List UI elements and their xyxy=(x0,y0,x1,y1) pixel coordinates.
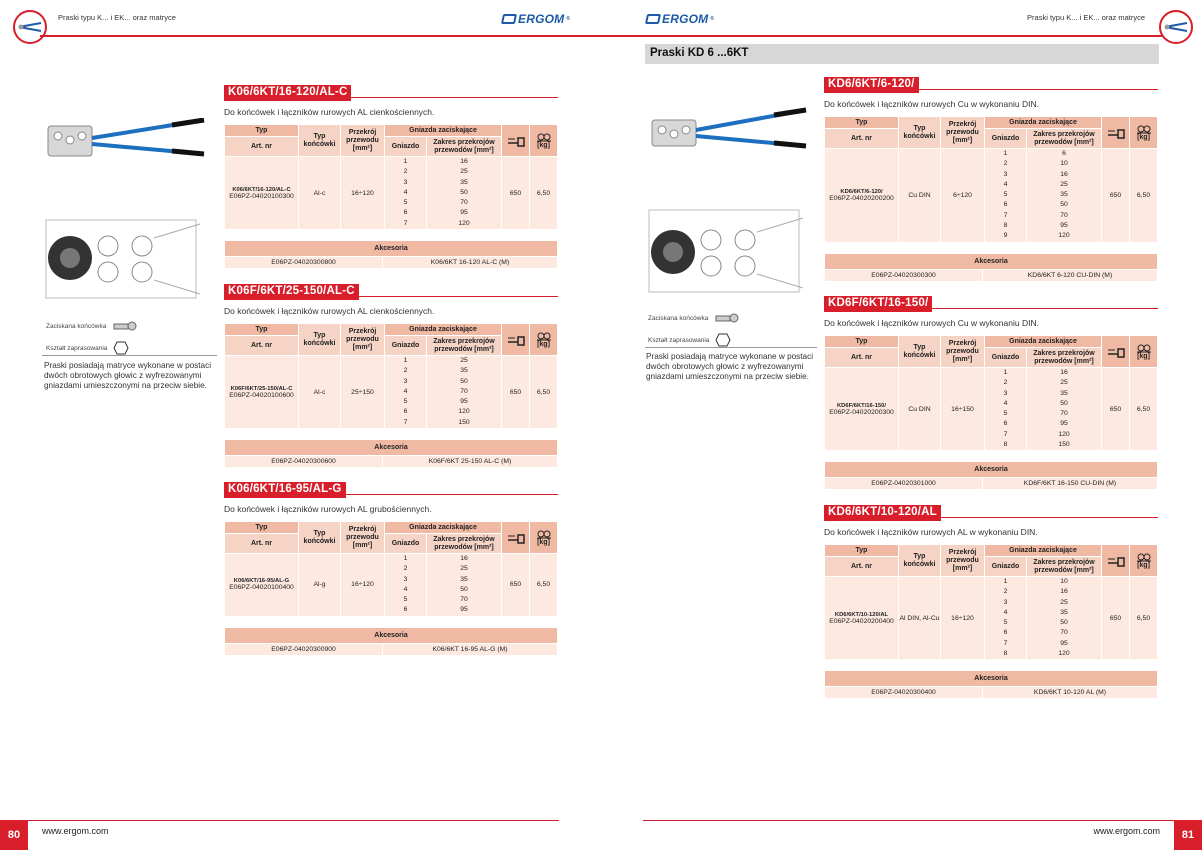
header-title: Praski typu K... i EK... oraz matryce xyxy=(58,13,176,22)
th-range: Zakres przekrojów przewodów [mm²] xyxy=(1027,557,1102,577)
list-value: 6 xyxy=(1062,150,1066,157)
hexagon-shape-icon xyxy=(715,333,731,347)
accessory-name: KD6/6KT 10-120 AL (M) xyxy=(983,687,1158,699)
cell-section: 16÷150 xyxy=(941,368,985,451)
th-sockets-group: Gniazda zaciskające xyxy=(385,125,502,137)
accessories-table xyxy=(824,253,1158,282)
list-value: 50 xyxy=(460,377,468,385)
crimp-shape-label: Kształt zaprasowania xyxy=(46,341,129,355)
list-value: 1 xyxy=(1003,578,1008,585)
weight-icon xyxy=(1137,552,1151,562)
product-subtitle: Do końcówek i łączników rurowych AL cienkościennych. xyxy=(224,107,435,117)
th-socket: Gniazdo xyxy=(385,336,427,356)
length-icon xyxy=(507,135,525,147)
list-value: 120 xyxy=(1058,430,1070,438)
th-section: Przekrój przewodu [mm²] xyxy=(341,125,385,157)
list-value: 3 xyxy=(1003,170,1008,178)
th-sockets-group: Gniazda zaciskające xyxy=(385,324,502,336)
list-value: 50 xyxy=(460,585,468,593)
length-icon xyxy=(1107,555,1125,567)
spec-table xyxy=(224,323,558,429)
list-value: 8 xyxy=(1003,441,1008,449)
th-length xyxy=(1102,545,1130,577)
list-value: 6 xyxy=(403,209,408,217)
list-value: 1 xyxy=(403,158,408,165)
list-value: 2 xyxy=(403,168,408,176)
product-title: KD6/6KT/10-120/AL xyxy=(824,505,941,521)
die-head-illustration xyxy=(647,200,807,300)
list-value: 1 xyxy=(1003,150,1008,157)
list-value: 95 xyxy=(1060,639,1068,647)
list-value: 25 xyxy=(460,168,468,176)
cell-sockets xyxy=(385,157,427,230)
cell-weight: 6,50 xyxy=(530,157,558,230)
accessory-code: E06PZ-04020300900 xyxy=(225,643,383,655)
cell-section: 25÷150 xyxy=(341,356,385,429)
th-terminal: Typ końcówki xyxy=(899,545,941,577)
cell-weight: 6,50 xyxy=(1130,577,1158,660)
product-block xyxy=(824,502,1158,699)
cable-lug-icon xyxy=(714,313,740,323)
product-title: K06/6KT/16-120/AL-C xyxy=(224,85,351,101)
th-range: Zakres przekrojów przewodów [mm²] xyxy=(427,534,502,554)
cell-length: 650 xyxy=(502,356,530,429)
list-value: 120 xyxy=(458,408,470,416)
cell-ranges xyxy=(1027,149,1102,243)
cell-terminal: Cu DIN xyxy=(899,368,941,451)
crimper-tool-icon xyxy=(13,10,47,44)
list-value: 3 xyxy=(403,377,408,385)
product-block xyxy=(224,82,558,269)
cable-lug-icon xyxy=(112,321,138,331)
cell-section: 16÷120 xyxy=(341,554,385,617)
die-head-illustration xyxy=(44,210,204,306)
list-value: 6 xyxy=(403,606,408,614)
hexagon-shape-icon xyxy=(113,341,129,355)
th-terminal: Typ końcówki xyxy=(299,324,341,356)
list-value: 8 xyxy=(1003,222,1008,230)
list-value: 4 xyxy=(403,585,408,593)
th-weight: [kg] xyxy=(1130,336,1158,368)
cell-section: 16÷120 xyxy=(941,577,985,660)
cell-terminal: Al-c xyxy=(299,157,341,230)
die-description: Praski posiadają matryce wykonane w postaci dwóch obrotowych głowic z wyfrezowanymi gniazdami umieszczonymi na przeciw siebie. xyxy=(44,361,212,390)
th-length xyxy=(502,125,530,157)
th-terminal: Typ końcówki xyxy=(299,125,341,157)
list-value: 95 xyxy=(1060,222,1068,230)
cell-length: 650 xyxy=(1102,368,1130,451)
cell-type-artnr: KD6F/6KT/16-150/ E06PZ-04020200300 xyxy=(825,368,899,451)
list-value: 6 xyxy=(403,408,408,416)
accessories-header: Akcesoria xyxy=(225,627,558,643)
side-divider xyxy=(645,347,817,348)
product-block xyxy=(224,281,558,468)
product-title: K06/6KT/16-95/AL-G xyxy=(224,482,346,498)
cell-length: 650 xyxy=(502,554,530,617)
spec-table xyxy=(824,335,1158,451)
length-icon xyxy=(1107,346,1125,358)
ergom-logo: ERGOM ® xyxy=(502,12,570,26)
th-weight: [kg] xyxy=(530,125,558,157)
spec-table xyxy=(224,521,558,617)
list-value: 5 xyxy=(403,596,408,604)
list-value: 35 xyxy=(1060,191,1068,199)
list-value: 7 xyxy=(403,219,408,227)
cell-length: 650 xyxy=(1102,577,1130,660)
product-block xyxy=(824,293,1158,490)
th-typ: Typ xyxy=(225,125,299,137)
list-value: 35 xyxy=(460,367,468,375)
weight-icon xyxy=(1137,124,1151,134)
crimped-terminal-label: Zaciskana końcówka xyxy=(648,313,740,323)
list-value: 7 xyxy=(1003,211,1008,219)
list-value: 35 xyxy=(460,575,468,583)
cell-sockets xyxy=(385,554,427,617)
list-value: 5 xyxy=(1003,619,1008,627)
accessory-name: K06F/6KT 25-150 AL-C (M) xyxy=(383,456,558,468)
list-value: 95 xyxy=(1060,420,1068,428)
list-value: 3 xyxy=(1003,389,1008,397)
header-divider xyxy=(40,35,601,37)
weight-icon xyxy=(537,331,551,341)
th-section: Przekrój przewodu [mm²] xyxy=(941,336,985,368)
list-value: 2 xyxy=(1003,588,1008,596)
th-art-nr: Art. nr xyxy=(225,534,299,554)
cell-terminal: Al DIN, Al-Cu xyxy=(899,577,941,660)
th-sockets-group: Gniazda zaciskające xyxy=(985,117,1102,129)
th-range: Zakres przekrojów przewodów [mm²] xyxy=(427,137,502,157)
list-value: 10 xyxy=(1060,578,1068,585)
list-value: 150 xyxy=(1058,441,1070,449)
accessories-table xyxy=(824,461,1158,490)
th-typ: Typ xyxy=(225,324,299,336)
th-socket: Gniazdo xyxy=(385,137,427,157)
footer-divider xyxy=(0,820,559,821)
list-value: 1 xyxy=(403,357,408,364)
cell-length: 650 xyxy=(502,157,530,230)
th-art-nr: Art. nr xyxy=(225,137,299,157)
ergom-logo-mark-icon xyxy=(501,14,517,24)
th-length xyxy=(502,522,530,554)
cell-weight: 6,50 xyxy=(1130,149,1158,243)
th-typ: Typ xyxy=(225,522,299,534)
th-sockets-group: Gniazda zaciskające xyxy=(985,336,1102,348)
cell-terminal: Cu DIN xyxy=(899,149,941,243)
product-title-row xyxy=(824,74,1158,90)
list-value: 7 xyxy=(1003,639,1008,647)
th-art-nr: Art. nr xyxy=(225,336,299,356)
product-title-row xyxy=(224,82,558,98)
list-value: 3 xyxy=(1003,598,1008,606)
list-value: 3 xyxy=(403,178,408,186)
list-value: 1 xyxy=(403,555,408,562)
th-terminal: Typ końcówki xyxy=(899,336,941,368)
accessory-name: K06/6KT 16-95 AL-G (M) xyxy=(383,643,558,655)
length-icon xyxy=(507,532,525,544)
list-value: 95 xyxy=(460,209,468,217)
crimping-tool-illustration xyxy=(648,102,810,160)
list-value: 16 xyxy=(1060,170,1068,178)
th-weight: [kg] xyxy=(1130,545,1158,577)
list-value: 25 xyxy=(1060,598,1068,606)
list-value: 6 xyxy=(1003,629,1008,637)
accessory-code: E06PZ-04020300800 xyxy=(225,257,383,269)
list-value: 7 xyxy=(403,418,408,426)
accessories-table xyxy=(224,240,558,269)
product-title: KD6/6KT/6-120/ xyxy=(824,77,919,93)
product-subtitle: Do końcówek i łączników rurowych AL cienkościennych. xyxy=(224,306,435,316)
product-title-row xyxy=(824,293,1158,309)
product-subtitle: Do końcówek i łączników rurowych Cu w wykonaniu DIN. xyxy=(824,318,1039,328)
product-title: KD6F/6KT/16-150/ xyxy=(824,296,932,312)
th-typ: Typ xyxy=(825,545,899,557)
crimped-terminal-label: Zaciskana końcówka xyxy=(46,321,138,331)
list-value: 25 xyxy=(1060,379,1068,387)
section-title: Praski KD 6 ...6KT xyxy=(645,44,1159,64)
th-section: Przekrój przewodu [mm²] xyxy=(941,117,985,149)
th-weight: [kg] xyxy=(530,522,558,554)
crimping-tool-illustration xyxy=(44,118,208,176)
list-value: 50 xyxy=(1060,399,1068,407)
list-value: 35 xyxy=(1060,389,1068,397)
accessories-header: Akcesoria xyxy=(825,462,1158,478)
list-value: 5 xyxy=(403,398,408,406)
list-value: 16 xyxy=(460,158,468,165)
accessories-header: Akcesoria xyxy=(825,671,1158,687)
cell-length: 650 xyxy=(1102,149,1130,243)
spec-table xyxy=(224,124,558,230)
accessories-header: Akcesoria xyxy=(825,253,1158,269)
cell-ranges xyxy=(427,157,502,230)
list-value: 4 xyxy=(1003,180,1008,188)
th-length xyxy=(1102,336,1130,368)
th-range: Zakres przekrojów przewodów [mm²] xyxy=(1027,348,1102,368)
th-section: Przekrój przewodu [mm²] xyxy=(941,545,985,577)
list-value: 6 xyxy=(1003,420,1008,428)
list-value: 70 xyxy=(460,596,468,604)
list-value: 2 xyxy=(403,565,408,573)
list-value: 70 xyxy=(460,199,468,207)
th-terminal: Typ końcówki xyxy=(899,117,941,149)
footer-url[interactable]: www.ergom.com xyxy=(1093,826,1160,836)
list-value: 35 xyxy=(460,178,468,186)
list-value: 4 xyxy=(1003,399,1008,407)
th-range: Zakres przekrojów przewodów [mm²] xyxy=(1027,129,1102,149)
cell-terminal: Al-c xyxy=(299,356,341,429)
th-art-nr: Art. nr xyxy=(825,557,899,577)
list-value: 4 xyxy=(1003,608,1008,616)
length-icon xyxy=(1107,127,1125,139)
product-block xyxy=(824,74,1158,282)
product-block xyxy=(224,479,558,656)
product-subtitle: Do końcówek i łączników rurowych Cu w wykonaniu DIN. xyxy=(824,99,1039,109)
cell-weight: 6,50 xyxy=(530,554,558,617)
cell-type-artnr: K06F/6KT/25-150/AL-C E06PZ-04020100600 xyxy=(225,356,299,429)
list-value: 95 xyxy=(460,398,468,406)
list-value: 120 xyxy=(1058,232,1070,240)
cell-terminal: Al-g xyxy=(299,554,341,617)
th-length xyxy=(502,324,530,356)
list-value: 50 xyxy=(460,188,468,196)
side-divider xyxy=(42,355,217,356)
accessories-table xyxy=(224,627,558,656)
list-value: 50 xyxy=(1060,619,1068,627)
crimper-tool-icon xyxy=(1159,10,1193,44)
list-value: 70 xyxy=(1060,410,1068,418)
accessory-code: E06PZ-04020301000 xyxy=(825,478,983,490)
list-value: 8 xyxy=(1003,650,1008,658)
product-title-row xyxy=(224,281,558,297)
accessory-code: E06PZ-04020300300 xyxy=(825,269,983,281)
list-value: 6 xyxy=(1003,201,1008,209)
th-socket: Gniazdo xyxy=(985,129,1027,149)
list-value: 10 xyxy=(1060,160,1068,168)
th-weight: [kg] xyxy=(530,324,558,356)
list-value: 2 xyxy=(403,367,408,375)
cell-ranges xyxy=(427,554,502,617)
list-value: 50 xyxy=(1060,201,1068,209)
accessory-name: KD6/6KT 6-120 CU-DIN (M) xyxy=(983,269,1158,281)
list-value: 70 xyxy=(460,387,468,395)
product-subtitle: Do końcówek i łączników rurowych AL w wykonaniu DIN. xyxy=(824,527,1038,537)
list-value: 70 xyxy=(1060,629,1068,637)
list-value: 70 xyxy=(1060,211,1068,219)
cell-ranges xyxy=(427,356,502,429)
th-socket: Gniazdo xyxy=(385,534,427,554)
product-title-row xyxy=(824,502,1158,518)
spec-table xyxy=(824,116,1158,243)
cell-sockets xyxy=(385,356,427,429)
die-description: Praski posiadają matryce wykonane w postaci dwóch obrotowych głowic z wyfrezowanymi gniazdami umieszczonymi na przeciw siebie. xyxy=(646,352,814,381)
footer-url[interactable]: www.ergom.com xyxy=(42,826,109,836)
list-value: 4 xyxy=(403,387,408,395)
cell-section: 16÷120 xyxy=(341,157,385,230)
th-section: Przekrój przewodu [mm²] xyxy=(341,522,385,554)
weight-icon xyxy=(537,529,551,539)
list-value: 2 xyxy=(1003,379,1008,387)
cell-ranges xyxy=(1027,368,1102,451)
cell-type-artnr: KD6/6KT/10-120/AL E06PZ-04020200400 xyxy=(825,577,899,660)
th-sockets-group: Gniazda zaciskające xyxy=(385,522,502,534)
th-socket: Gniazdo xyxy=(985,557,1027,577)
crimp-shape-label: Kształt zaprasowania xyxy=(648,333,731,347)
page-number: 81 xyxy=(1174,820,1202,850)
cell-ranges xyxy=(1027,577,1102,660)
product-title-row xyxy=(224,479,558,495)
product-subtitle: Do końcówek i łączników rurowych AL grubościennych. xyxy=(224,504,432,514)
accessories-header: Akcesoria xyxy=(225,440,558,456)
accessory-code: E06PZ-04020300600 xyxy=(225,456,383,468)
list-value: 2 xyxy=(1003,160,1008,168)
cell-section: 6÷120 xyxy=(941,149,985,243)
th-art-nr: Art. nr xyxy=(825,129,899,149)
list-value: 25 xyxy=(460,565,468,573)
list-value: 16 xyxy=(1060,588,1068,596)
list-value: 25 xyxy=(1060,180,1068,188)
list-value: 5 xyxy=(1003,191,1008,199)
product-title: K06F/6KT/25-150/AL-C xyxy=(224,284,359,300)
cell-sockets xyxy=(985,577,1027,660)
th-section: Przekrój przewodu [mm²] xyxy=(341,324,385,356)
ergom-logo: ERGOM ® xyxy=(646,12,714,26)
cell-type-artnr: K06/6KT/16-120/AL-C E06PZ-04020100300 xyxy=(225,157,299,230)
list-value: 16 xyxy=(1060,369,1068,376)
weight-icon xyxy=(1137,343,1151,353)
list-value: 9 xyxy=(1003,232,1008,240)
list-value: 95 xyxy=(460,606,468,614)
cell-weight: 6,50 xyxy=(530,356,558,429)
list-value: 4 xyxy=(403,188,408,196)
length-icon xyxy=(507,334,525,346)
th-typ: Typ xyxy=(825,117,899,129)
ergom-logo-mark-icon xyxy=(645,14,661,24)
th-weight: [kg] xyxy=(1130,117,1158,149)
list-value: 5 xyxy=(1003,410,1008,418)
accessories-table xyxy=(224,439,558,468)
list-value: 1 xyxy=(1003,369,1008,376)
list-value: 25 xyxy=(460,357,468,364)
list-value: 35 xyxy=(1060,608,1068,616)
list-value: 16 xyxy=(460,555,468,562)
footer-divider xyxy=(643,820,1202,821)
th-socket: Gniazdo xyxy=(985,348,1027,368)
list-value: 7 xyxy=(1003,430,1008,438)
accessory-name: KD6F/6KT 16-150 CU-DIN (M) xyxy=(983,478,1158,490)
header-title: Praski typu K... i EK... oraz matryce xyxy=(1027,13,1145,22)
cell-sockets xyxy=(985,368,1027,451)
spec-table xyxy=(824,544,1158,660)
cell-type-artnr: K06/6KT/16-95/AL-G E06PZ-04020100400 xyxy=(225,554,299,617)
weight-icon xyxy=(537,132,551,142)
list-value: 120 xyxy=(1058,650,1070,658)
header-divider xyxy=(601,35,1162,37)
accessory-code: E06PZ-04020300400 xyxy=(825,687,983,699)
accessories-header: Akcesoria xyxy=(225,241,558,257)
cell-weight: 6,50 xyxy=(1130,368,1158,451)
th-range: Zakres przekrojów przewodów [mm²] xyxy=(427,336,502,356)
th-length xyxy=(1102,117,1130,149)
list-value: 3 xyxy=(403,575,408,583)
cell-type-artnr: KD6/6KT/6-120/ E06PZ-04020200200 xyxy=(825,149,899,243)
list-value: 120 xyxy=(458,219,470,227)
th-art-nr: Art. nr xyxy=(825,348,899,368)
th-terminal: Typ końcówki xyxy=(299,522,341,554)
th-sockets-group: Gniazda zaciskające xyxy=(985,545,1102,557)
list-value: 5 xyxy=(403,199,408,207)
list-value: 150 xyxy=(458,418,470,426)
cell-sockets xyxy=(985,149,1027,243)
th-typ: Typ xyxy=(825,336,899,348)
accessory-name: K06/6KT 16-120 AL-C (M) xyxy=(383,257,558,269)
accessories-table xyxy=(824,670,1158,699)
page-number: 80 xyxy=(0,820,28,850)
